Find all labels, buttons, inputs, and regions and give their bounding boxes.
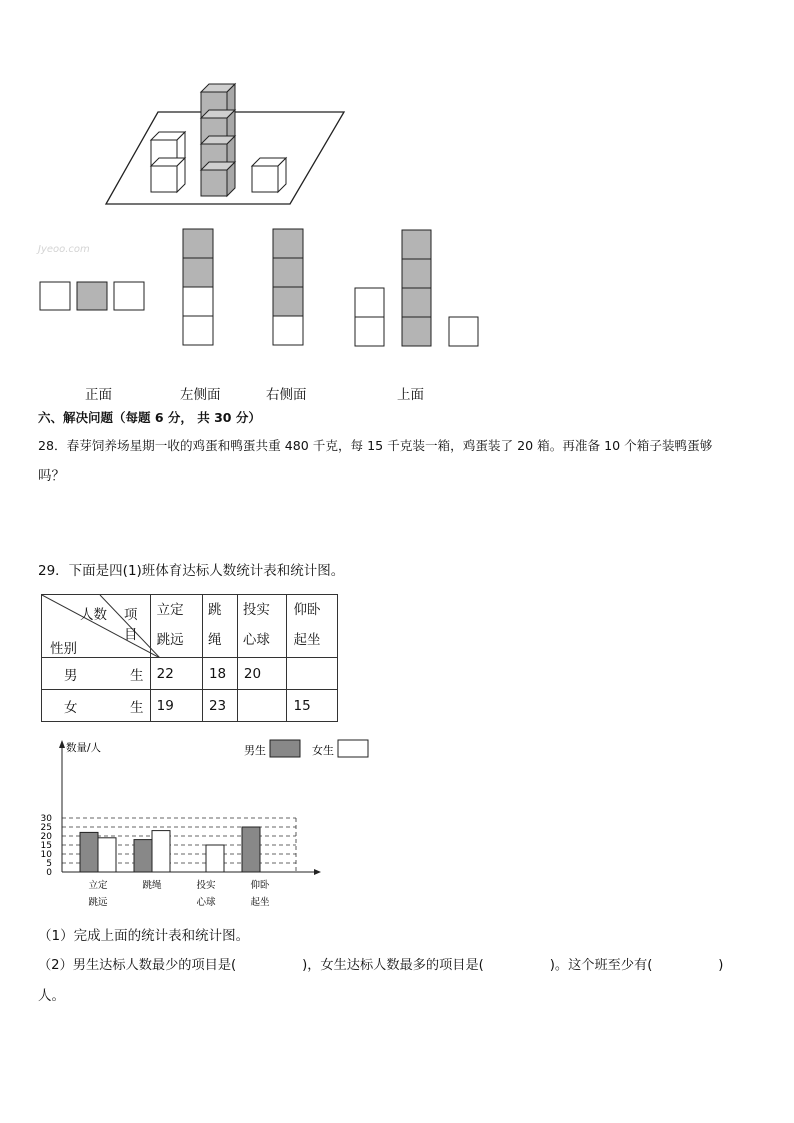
x-tick-label-0-a: 立定 (88, 880, 108, 891)
q28-line2: 吗？ (38, 468, 65, 484)
q29-sub2-line2: 人。 (38, 988, 65, 1004)
left-view-label: 左侧面 (180, 387, 221, 403)
view-d-left-2 (355, 317, 384, 346)
top-view-label: 上面 (397, 387, 424, 403)
cell-girls-shot[interactable] (237, 690, 287, 722)
y-axis-arrow (59, 740, 65, 748)
col-header-rope: 跳 绳 (202, 595, 237, 658)
x-axis-arrow (314, 869, 321, 875)
col-header-shot: 投实 心球 (237, 595, 287, 658)
view-b-square-4 (183, 316, 213, 345)
q29-intro: 29．下面是四(1)班体育达标人数统计表和统计图。 (38, 563, 345, 579)
row-label-girls: 女 生 (42, 690, 151, 722)
cell-girls-rope: 23 (202, 690, 237, 722)
table-row-girls (42, 690, 338, 722)
q29-sub1: （1）完成上面的统计表和统计图。 (38, 928, 250, 944)
row-label-boys: 男 生 (42, 658, 151, 690)
x-tick-label-0-b: 跳远 (88, 897, 108, 908)
view-d-left-1 (355, 288, 384, 317)
view-c-square-2 (273, 258, 303, 287)
chart-bars (80, 827, 260, 872)
bar-girls-0 (98, 838, 116, 872)
x-tick-label-2-a: 投实 (196, 880, 216, 891)
cell-girls-situp: 15 (287, 690, 338, 722)
cube-stacks (151, 84, 286, 196)
view-d-right (449, 317, 478, 346)
legend-label-0: 男生 (244, 744, 266, 757)
y-tick-label-25: 25 (40, 823, 52, 833)
front-view-label: 正面 (85, 387, 112, 403)
cell-boys-rope: 18 (202, 658, 237, 690)
x-tick-label-1-a: 跳绳 (142, 880, 162, 891)
y-tick-label-5: 5 (46, 859, 52, 869)
cube-mid-4 (201, 162, 235, 196)
section-heading: 六、解决问题（每题 6 分， 共 30 分） (38, 410, 261, 425)
bar-boys-1 (134, 840, 152, 872)
corner-label-item: 项目 (124, 607, 138, 643)
view-b-square-1 (183, 229, 213, 258)
cell-boys-shot: 20 (237, 658, 287, 690)
bar-boys-3 (242, 827, 260, 872)
view-a-square-2 (77, 282, 107, 310)
cube-left-bottom (151, 158, 185, 192)
cell-boys-jump: 22 (150, 658, 202, 690)
chart-legend (244, 740, 368, 757)
y-axis-label: 数量/人 (66, 742, 102, 754)
right-view-label: 右侧面 (266, 387, 307, 403)
y-tick-label-15: 15 (40, 841, 52, 851)
y-tick-label-0: 0 (46, 868, 52, 878)
bar-girls-1 (152, 831, 170, 872)
corner-label-gender: 性别 (50, 641, 77, 657)
col-header-situp: 仰卧 起坐 (287, 595, 338, 658)
corner-label-count: 人数 (80, 607, 107, 623)
bar-chart (30, 732, 380, 917)
projection-views (40, 229, 478, 346)
bar-boys-0 (80, 832, 98, 872)
legend-label-1: 女生 (312, 744, 334, 757)
view-d-mid-1 (402, 230, 431, 259)
view-b-square-2 (183, 258, 213, 287)
cell-boys-situp[interactable] (287, 658, 338, 690)
cube-right (252, 158, 286, 192)
view-c-square-3 (273, 287, 303, 316)
view-d-mid-4 (402, 317, 431, 346)
x-tick-label-3-b: 起坐 (250, 897, 270, 908)
view-d-mid-2 (402, 259, 431, 288)
stat-table (41, 594, 338, 722)
cube-figure (0, 0, 794, 360)
view-b-square-3 (183, 287, 213, 316)
table-row-boys (42, 658, 338, 690)
view-a-square-3 (114, 282, 144, 310)
y-tick-label-10: 10 (40, 850, 52, 860)
q28-line1: 28．春芽饲养场星期一收的鸡蛋和鸭蛋共重 480 千克，每 15 千克装一箱，鸡蛋装了 20 箱。再准备 10 个箱子装鸭蛋够 (38, 438, 713, 453)
view-d-mid-3 (402, 288, 431, 317)
watermark-text: Jyeoo.com (38, 244, 90, 255)
view-c-square-1 (273, 229, 303, 258)
q29-sub2-line1: （2）男生达标人数最少的项目是( )，女生达标人数最多的项目是( )。这个班至少有( ) (38, 958, 724, 973)
view-c-square-4 (273, 316, 303, 345)
col-header-standing-jump: 立定 跳远 (150, 595, 202, 658)
chart-labels (41, 741, 270, 908)
y-tick-label-30: 30 (40, 814, 52, 824)
x-tick-label-3-a: 仰卧 (250, 880, 270, 891)
bar-girls-2 (206, 845, 224, 872)
view-a-square-1 (40, 282, 70, 310)
cell-girls-jump: 19 (150, 690, 202, 722)
y-tick-label-20: 20 (40, 832, 52, 842)
legend-swatch-0 (270, 740, 300, 757)
legend-swatch-1 (338, 740, 368, 757)
x-tick-label-2-b: 心球 (196, 897, 216, 908)
table-corner-cell (42, 595, 151, 658)
